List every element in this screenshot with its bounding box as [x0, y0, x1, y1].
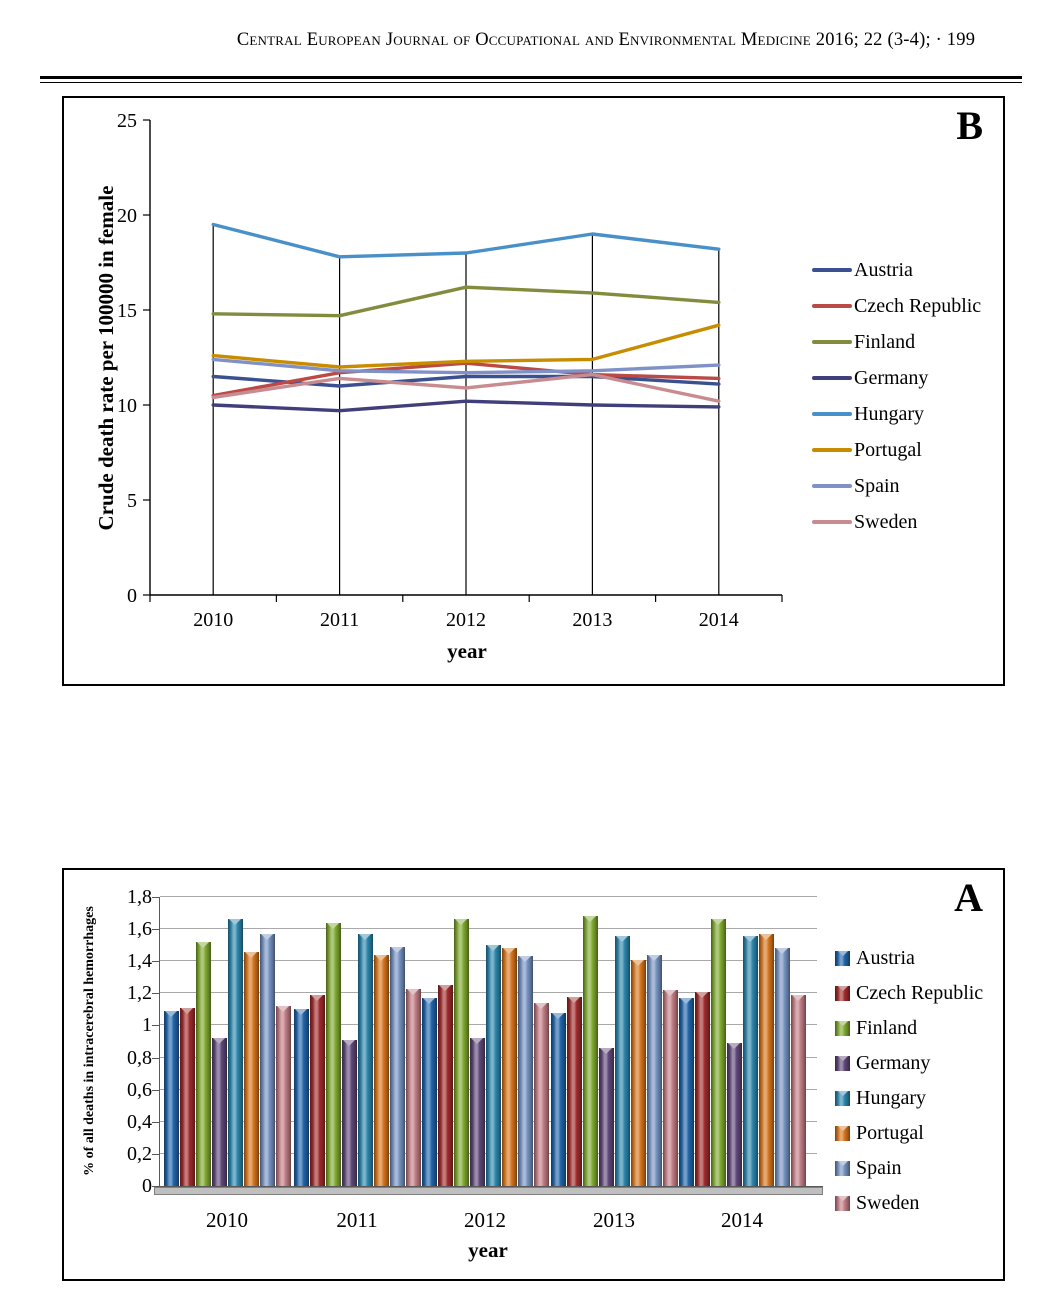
bar-hungary-2011 — [358, 934, 373, 1186]
bar-portugal-2012 — [502, 948, 517, 1186]
panel-letter-a: A — [954, 875, 983, 920]
line-chart-y-axis-title: Crude death rate per 100000 in female — [94, 185, 118, 531]
bar-sweden-2014 — [791, 995, 806, 1186]
bar-austria-2012 — [422, 998, 437, 1186]
bar-sweden-2011 — [406, 989, 421, 1186]
bar-top-notch — [776, 948, 788, 954]
bar-top-notch — [261, 934, 273, 940]
y-tick-label: 1,4 — [127, 950, 152, 973]
bar-spain-2013 — [647, 955, 662, 1186]
legend-item-hungary — [812, 400, 981, 428]
bar-finland-2012 — [454, 919, 469, 1186]
x-tick-label: 2014 — [698, 609, 739, 631]
legend-label-czech-republic: Czech Republic — [854, 294, 982, 317]
x-tick-label: 2013 — [593, 1208, 635, 1232]
bar-germany-2014 — [727, 1043, 742, 1186]
y-tick-label: 1 — [142, 1014, 152, 1037]
bar-hungary-2013 — [615, 936, 630, 1186]
bar-top-notch — [838, 1161, 848, 1166]
bar-spain-2010 — [260, 934, 275, 1186]
y-tick — [152, 1025, 159, 1026]
bar-austria-2011 — [294, 1009, 309, 1186]
legend-label-sweden: Sweden — [856, 1191, 920, 1214]
bar-czech-republic-2013 — [567, 997, 582, 1186]
bar-top-notch — [519, 956, 531, 962]
y-tick-label: 1,6 — [127, 918, 152, 941]
bar-top-notch — [311, 995, 323, 1001]
bar-czech-republic-2010 — [180, 1008, 195, 1186]
gridline — [160, 896, 817, 897]
y-tick — [152, 1058, 159, 1059]
bar-chart-floor — [154, 1187, 823, 1195]
y-tick-label: 0,6 — [127, 1078, 152, 1101]
legend-item-sweden — [835, 1189, 983, 1217]
legend-bar-swatch-spain — [835, 1161, 850, 1176]
legend-label-austria: Austria — [856, 946, 915, 969]
legend-line-swatch-sweden — [812, 520, 852, 524]
bar-top-notch — [838, 1091, 848, 1096]
bar-germany-2010 — [212, 1038, 227, 1186]
legend-label-hungary: Hungary — [856, 1086, 926, 1109]
legend-bar-swatch-czech-republic — [835, 986, 850, 1001]
y-tick-label: 10 — [117, 395, 137, 417]
y-tick-label: 25 — [117, 110, 137, 132]
bar-group-2012 — [422, 919, 549, 1186]
bar-czech-republic-2014 — [695, 992, 710, 1186]
legend-label-hungary: Hungary — [854, 402, 924, 425]
bar-top-notch — [632, 960, 644, 966]
bar-portugal-2011 — [374, 955, 389, 1186]
legend-item-finland — [812, 328, 981, 356]
bar-austria-2014 — [679, 998, 694, 1186]
y-tick — [152, 1122, 159, 1123]
bar-top-notch — [838, 1196, 848, 1201]
legend-line-swatch-portugal — [812, 448, 852, 452]
legend-line-swatch-finland — [812, 340, 852, 344]
bar-top-notch — [568, 997, 580, 1003]
legend-bar-swatch-portugal — [835, 1126, 850, 1141]
legend-label-sweden: Sweden — [854, 510, 918, 533]
line-chart-panel-b — [62, 96, 1005, 686]
bar-czech-republic-2011 — [310, 995, 325, 1186]
y-tick-label: 0 — [142, 1175, 152, 1197]
bar-germany-2011 — [342, 1040, 357, 1186]
x-tick-label: 2014 — [721, 1208, 763, 1232]
bar-portugal-2013 — [631, 960, 646, 1186]
bar-portugal-2010 — [244, 952, 259, 1186]
y-tick — [152, 1090, 159, 1091]
y-tick — [152, 1154, 159, 1155]
y-tick-label: 20 — [117, 205, 137, 227]
legend-item-germany — [812, 364, 981, 392]
legend-label-germany: Germany — [856, 1051, 931, 1074]
bar-top-notch — [471, 1038, 483, 1044]
y-tick-label: 5 — [127, 490, 137, 512]
y-tick — [152, 961, 159, 962]
header-rule-thick — [40, 76, 1022, 79]
bar-top-notch — [712, 919, 724, 925]
line-chart-legend — [812, 256, 981, 536]
bar-top-notch — [664, 990, 676, 996]
bar-top-notch — [229, 919, 241, 925]
y-tick-label: 0,4 — [127, 1110, 152, 1133]
bar-top-notch — [213, 1038, 225, 1044]
legend-item-czech-republic — [812, 292, 981, 320]
x-tick-label: 2011 — [319, 609, 360, 631]
legend-item-hungary — [835, 1084, 983, 1112]
bar-group-2014 — [679, 919, 806, 1186]
y-tick-label: 15 — [117, 300, 137, 322]
bar-top-notch — [181, 1008, 193, 1014]
bar-top-notch — [696, 992, 708, 998]
bar-chart-y-axis-title: % of all deaths in intracerebral hemorrhages — [82, 906, 97, 1176]
y-tick — [152, 993, 159, 994]
y-tick — [152, 1186, 159, 1187]
journal-header-text: Central European Journal of Occupational and Environmental Medicine 2016; 22 (3-4); · 199 — [236, 30, 976, 50]
bar-group-2011 — [294, 923, 421, 1186]
bar-austria-2010 — [164, 1011, 179, 1186]
legend-item-czech-republic — [835, 979, 983, 1007]
bar-top-notch — [648, 955, 660, 961]
bar-top-notch — [838, 951, 848, 956]
x-tick-label: 2010 — [193, 609, 234, 631]
bar-top-notch — [391, 947, 403, 953]
bar-hungary-2010 — [228, 919, 243, 1186]
bar-top-notch — [197, 942, 209, 948]
bar-top-notch — [792, 995, 804, 1001]
legend-label-portugal: Portugal — [854, 438, 922, 461]
bar-chart-plot — [160, 897, 817, 1186]
legend-item-portugal — [812, 436, 981, 464]
bar-germany-2012 — [470, 1038, 485, 1186]
bar-top-notch — [838, 1056, 848, 1061]
y-tick-label: 1,2 — [127, 982, 152, 1005]
bar-finland-2011 — [326, 923, 341, 1186]
bar-top-notch — [343, 1040, 355, 1046]
bar-top-notch — [680, 998, 692, 1004]
bar-finland-2013 — [583, 916, 598, 1186]
bar-top-notch — [503, 948, 515, 954]
legend-bar-swatch-finland — [835, 1021, 850, 1036]
legend-label-finland: Finland — [854, 330, 916, 353]
legend-item-austria — [812, 256, 981, 284]
legend-label-austria: Austria — [854, 258, 913, 281]
y-tick-label: 0 — [127, 585, 137, 607]
bar-portugal-2014 — [759, 934, 774, 1186]
legend-label-czech-republic: Czech Republic — [856, 981, 984, 1004]
bar-spain-2012 — [518, 956, 533, 1186]
legend-item-finland — [835, 1014, 983, 1042]
x-tick-label: 2012 — [464, 1208, 506, 1232]
legend-label-spain: Spain — [856, 1156, 902, 1179]
legend-line-swatch-hungary — [812, 412, 852, 416]
bar-hungary-2014 — [743, 936, 758, 1186]
bar-top-notch — [439, 985, 451, 991]
bar-top-notch — [600, 1048, 612, 1054]
bar-top-notch — [584, 916, 596, 922]
bar-top-notch — [455, 919, 467, 925]
bar-top-notch — [375, 955, 387, 961]
bar-top-notch — [838, 1126, 848, 1131]
y-tick-label: 1,8 — [127, 886, 152, 908]
panel-letter-b: B — [956, 103, 983, 148]
legend-label-germany: Germany — [854, 366, 929, 389]
legend-line-swatch-austria — [812, 268, 852, 272]
legend-item-sweden — [812, 508, 981, 536]
x-tick-label: 2011 — [336, 1208, 378, 1232]
header-rule-thin — [40, 82, 1022, 83]
series-line-hungary — [213, 225, 719, 257]
legend-line-swatch-spain — [812, 484, 852, 488]
legend-label-spain: Spain — [854, 474, 900, 497]
bar-chart-legend — [835, 944, 983, 1217]
legend-bar-swatch-germany — [835, 1056, 850, 1071]
legend-item-austria — [835, 944, 983, 972]
bar-chart-panel-a — [62, 868, 1005, 1281]
legend-item-spain — [835, 1154, 983, 1182]
bar-sweden-2013 — [663, 990, 678, 1186]
bar-group-2013 — [551, 916, 678, 1186]
legend-bar-swatch-austria — [835, 951, 850, 966]
bar-finland-2010 — [196, 942, 211, 1186]
legend-label-finland: Finland — [856, 1016, 918, 1039]
bar-top-notch — [616, 936, 628, 942]
x-tick-label: 2010 — [206, 1208, 248, 1232]
bar-spain-2014 — [775, 948, 790, 1186]
bar-chart-x-axis-title: year — [468, 1238, 508, 1262]
bar-top-notch — [487, 945, 499, 951]
bar-czech-republic-2012 — [438, 985, 453, 1186]
bar-top-notch — [838, 1021, 848, 1026]
legend-item-portugal — [835, 1119, 983, 1147]
bar-top-notch — [295, 1009, 307, 1015]
bar-top-notch — [552, 1013, 564, 1019]
legend-label-portugal: Portugal — [856, 1121, 924, 1144]
bar-austria-2013 — [551, 1013, 566, 1186]
legend-item-spain — [812, 472, 981, 500]
y-tick — [152, 929, 159, 930]
bar-top-notch — [423, 998, 435, 1004]
bar-spain-2011 — [390, 947, 405, 1186]
bar-top-notch — [245, 952, 257, 958]
bar-top-notch — [728, 1043, 740, 1049]
bar-top-notch — [407, 989, 419, 995]
legend-line-swatch-germany — [812, 376, 852, 380]
bar-top-notch — [838, 986, 848, 991]
x-tick-label: 2012 — [446, 609, 486, 631]
bar-finland-2014 — [711, 919, 726, 1186]
y-tick-label: 0,8 — [127, 1046, 152, 1069]
bar-top-notch — [277, 1006, 289, 1012]
y-tick — [152, 897, 159, 898]
bar-top-notch — [535, 1003, 547, 1009]
bar-sweden-2010 — [276, 1006, 291, 1186]
legend-item-germany — [835, 1049, 983, 1077]
line-chart-x-axis-title: year — [447, 639, 487, 663]
bar-hungary-2012 — [486, 945, 501, 1186]
x-tick-label: 2013 — [572, 609, 613, 631]
legend-bar-swatch-hungary — [835, 1091, 850, 1106]
bar-top-notch — [760, 934, 772, 940]
bar-top-notch — [165, 1011, 177, 1017]
bar-top-notch — [327, 923, 339, 929]
legend-bar-swatch-sweden — [835, 1196, 850, 1211]
bar-top-notch — [744, 936, 756, 942]
bar-germany-2013 — [599, 1048, 614, 1186]
y-tick-label: 0,2 — [127, 1142, 152, 1165]
legend-line-swatch-czech-republic — [812, 304, 852, 308]
bar-sweden-2012 — [534, 1003, 549, 1186]
bar-group-2010 — [164, 919, 291, 1186]
bar-top-notch — [359, 934, 371, 940]
